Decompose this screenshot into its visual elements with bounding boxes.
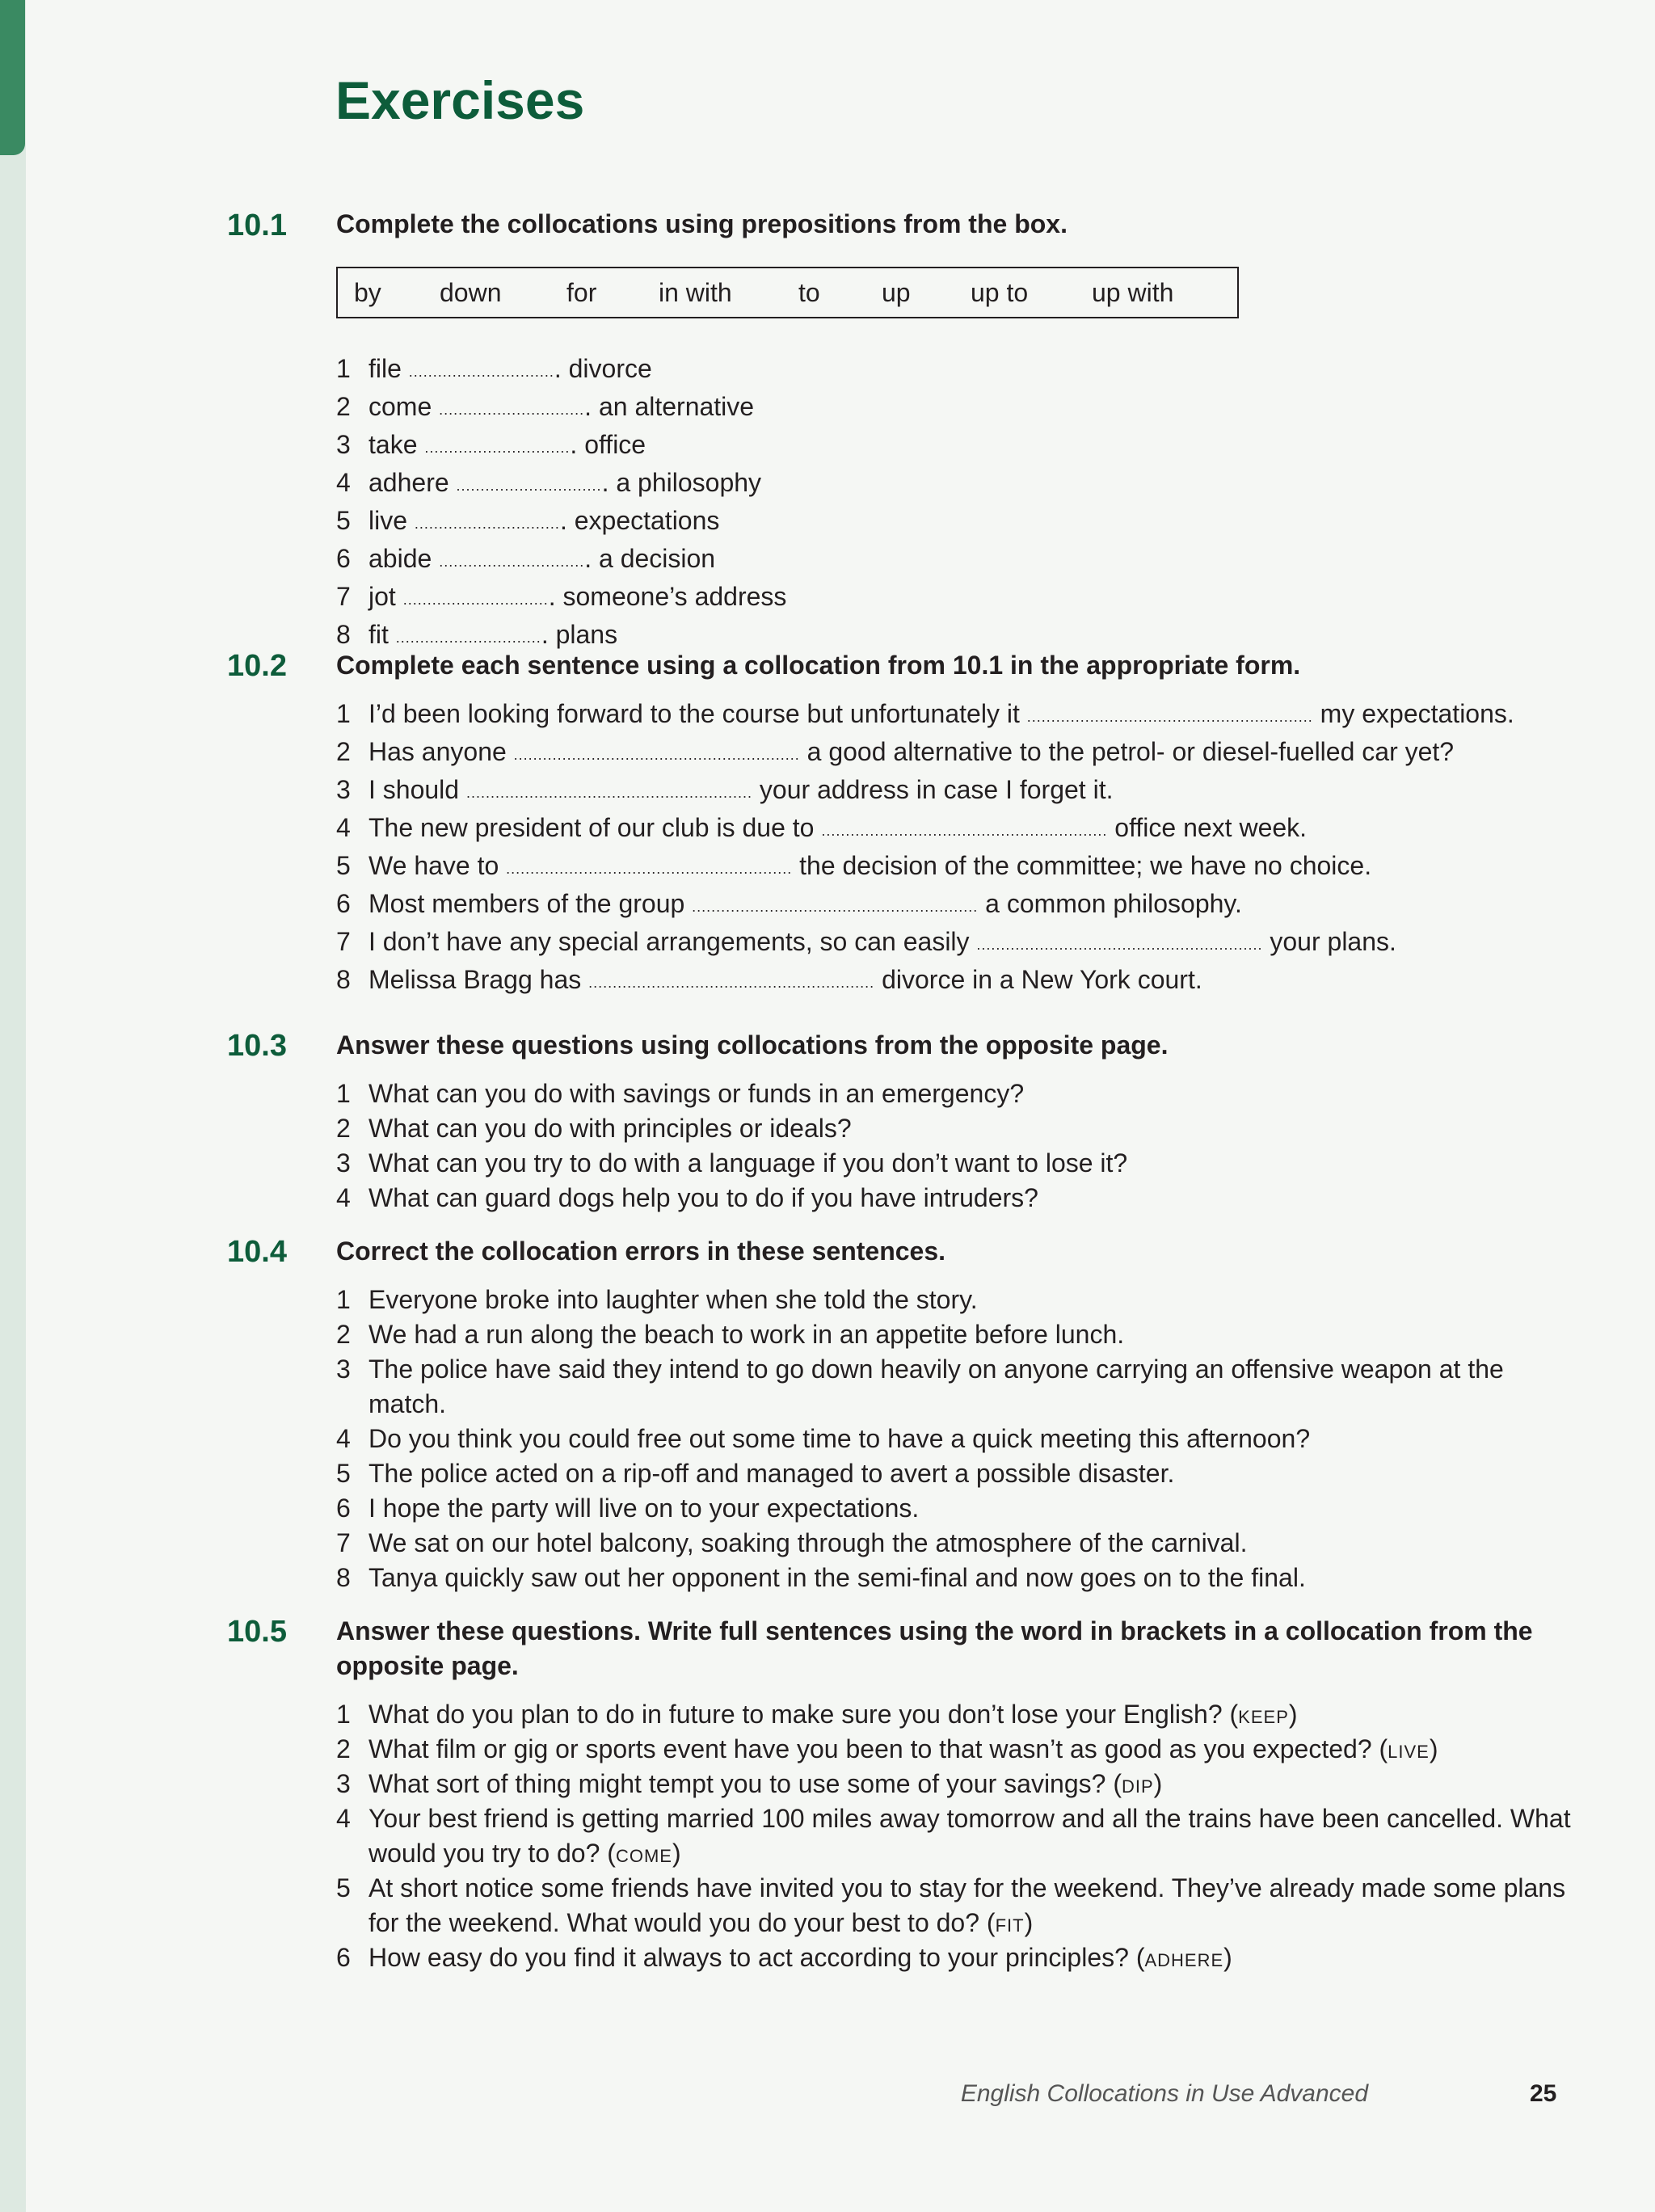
item-text: Everyone broke into laughter when she told the story. (368, 1285, 978, 1314)
answer-blank[interactable]: .............................. (439, 554, 585, 570)
item-number: 7 (336, 582, 351, 611)
item-text: We sat on our hotel balcony, soaking through the atmosphere of the carnival. (368, 1528, 1248, 1557)
section-tab (0, 0, 25, 155)
item-text: . expectations (559, 506, 720, 535)
answer-blank[interactable]: .............................. (456, 478, 602, 494)
item-text: come (368, 392, 432, 421)
box-word: to (798, 278, 820, 307)
exercise-item (336, 1317, 1581, 1352)
exercise-item: 6 How easy do you find it always to act according to your principles? (adhere) (336, 1940, 1581, 1975)
exercise-item (336, 466, 1581, 503)
item-text: What sort of thing might tempt you to use some of your savings? (368, 1769, 1106, 1798)
answer-blank[interactable]: .............................. (395, 630, 541, 646)
box-word: down (440, 278, 502, 307)
answer-blank[interactable]: ........................................................... (465, 785, 753, 801)
item-number: 3 (336, 1148, 351, 1178)
exercise-item (336, 1422, 1581, 1456)
item-number: 1 (336, 699, 351, 728)
item-text: We have to (368, 851, 499, 880)
item-number: 4 (336, 1804, 351, 1833)
item-number: 8 (336, 965, 351, 994)
exercise-number: 10.1 (227, 209, 287, 242)
exercise-number: 10.3 (227, 1029, 287, 1063)
exercise-items (336, 352, 1581, 655)
answer-blank[interactable]: ........................................................... (1026, 709, 1313, 725)
preposition-box (336, 267, 1239, 318)
box-word: up with (1092, 278, 1174, 307)
item-text: What film or gig or sports event have you been to that wasn’t as good as you expected? (368, 1734, 1372, 1763)
item-number: 3 (336, 1355, 351, 1384)
item-number: 2 (336, 1734, 351, 1763)
exercise-item (336, 1456, 1581, 1491)
exercise-items (336, 1077, 1581, 1216)
box-word: in with (659, 278, 732, 307)
exercise-item: 4 Your best friend is getting married 100 miles away tomorrow and all the trains have been cancelled. What would you try to do? (come) (336, 1801, 1581, 1871)
item-number: 8 (336, 1563, 351, 1592)
exercise-item (336, 390, 1581, 428)
item-number: 5 (336, 1873, 351, 1902)
item-text: fit (368, 620, 389, 649)
item-text: We had a run along the beach to work in an appetite before lunch. (368, 1320, 1125, 1349)
item-text: I don’t have any special arrangements, so can easily (368, 927, 970, 956)
exercise-items (336, 697, 1581, 1001)
item-number: 2 (336, 1320, 351, 1349)
exercise-item (336, 579, 1581, 617)
item-number: 6 (336, 889, 351, 918)
answer-blank[interactable]: .............................. (424, 440, 571, 456)
item-number: 4 (336, 1183, 351, 1212)
item-number: 5 (336, 1459, 351, 1488)
item-number: 6 (336, 1943, 351, 1972)
item-text: my expectations. (1312, 699, 1514, 728)
exercise-item: 5 At short notice some friends have invited you to stay for the weekend. They’ve already made some plans for the weekend. What would you do your best to do? (fit) (336, 1871, 1581, 1940)
item-text: At short notice some friends have invited you to stay for the weekend. They’ve already made some plans for the weekend. What would you do your best to do? (368, 1873, 1566, 1937)
answer-blank[interactable]: ........................................................... (513, 747, 800, 763)
bracket-word: dip (1121, 1769, 1154, 1798)
item-number: 4 (336, 468, 351, 497)
item-number: 2 (336, 392, 351, 421)
exercise-items (336, 1697, 1581, 1975)
exercise-item (336, 1283, 1581, 1317)
item-text: adhere (368, 468, 449, 497)
item-text: your address in case I forget it. (752, 775, 1114, 804)
exercise-items (336, 1283, 1581, 1595)
exercise-number: 10.2 (227, 649, 287, 683)
item-text: abide (368, 544, 432, 573)
item-text: a common philosophy. (978, 889, 1242, 918)
answer-blank[interactable]: .............................. (402, 592, 549, 608)
exercise-instruction: Complete each sentence using a collocation from 10.1 in the appropriate form. (336, 651, 1301, 680)
exercise-item (336, 1146, 1581, 1181)
bracket-word: live (1388, 1734, 1430, 1763)
item-number: 7 (336, 927, 351, 956)
item-number: 4 (336, 1424, 351, 1453)
item-text: What can you try to do with a language if you don’t want to lose it? (368, 1148, 1128, 1178)
exercise-item (336, 735, 1581, 773)
item-text: How easy do you find it always to act according to your principles? (368, 1943, 1129, 1972)
exercise-item (336, 1111, 1581, 1146)
exercise-item (336, 811, 1581, 849)
exercise-number: 10.4 (227, 1235, 287, 1269)
item-number: 1 (336, 1079, 351, 1108)
exercise-item (336, 773, 1581, 811)
item-text: divorce in a New York court. (874, 965, 1202, 994)
item-number: 8 (336, 620, 351, 649)
item-number: 4 (336, 813, 351, 842)
page-number: 25 (1530, 2080, 1557, 2107)
item-text: Has anyone (368, 737, 507, 766)
bracket-word: adhere (1144, 1943, 1224, 1972)
item-text: I should (368, 775, 460, 804)
item-text: What can you do with principles or ideals? (368, 1114, 852, 1143)
left-margin-strip (0, 0, 26, 2212)
exercise-item (336, 925, 1581, 963)
box-word: up (882, 278, 911, 307)
exercise-item: 1 What do you plan to do in future to make sure you don’t lose your English? (keep) (336, 1697, 1581, 1732)
answer-blank[interactable]: ........................................................... (821, 823, 1108, 839)
exercise-item: 2 What film or gig or sports event have you been to that wasn’t as good as you expected? (live) (336, 1732, 1581, 1767)
item-text: I hope the party will live on to your expectations. (368, 1494, 920, 1523)
answer-blank[interactable]: .............................. (439, 402, 585, 418)
item-text: . office (570, 430, 646, 459)
item-text: jot (368, 582, 396, 611)
item-number: 3 (336, 1769, 351, 1798)
item-number: 6 (336, 544, 351, 573)
exercise-item (336, 503, 1581, 541)
item-text: Most members of the group (368, 889, 685, 918)
item-text: Melissa Bragg has (368, 965, 582, 994)
item-text: office next week. (1107, 813, 1308, 842)
item-text: . an alternative (584, 392, 755, 421)
item-text: The police acted on a rip-off and managed to avert a possible disaster. (368, 1459, 1175, 1488)
item-text: What do you plan to do in future to make sure you don’t lose your English? (368, 1700, 1223, 1729)
exercise-instruction: Correct the collocation errors in these sentences. (336, 1237, 946, 1266)
item-text: The police have said they intend to go down heavily on anyone carrying an offensive weapon at the match. (368, 1355, 1504, 1418)
exercise-item (336, 1561, 1581, 1595)
exercise-instruction: Answer these questions using collocations from the opposite page. (336, 1030, 1169, 1060)
item-number: 5 (336, 851, 351, 880)
exercise-item (336, 849, 1581, 887)
exercise-item (336, 887, 1581, 925)
item-text: . divorce (554, 354, 652, 383)
item-text: Your best friend is getting married 100 miles away tomorrow and all the trains have been cancelled. What would you try to do? (368, 1804, 1571, 1868)
exercise-item (336, 1491, 1581, 1526)
item-text: What can you do with savings or funds in an emergency? (368, 1079, 1025, 1108)
exercise-item (336, 352, 1581, 390)
item-text: . plans (541, 620, 618, 649)
box-word: by (354, 278, 381, 307)
answer-blank[interactable]: .............................. (408, 364, 554, 380)
book-title: English Collocations in Use Advanced (960, 2080, 1368, 2107)
answer-blank[interactable]: ........................................................... (588, 975, 875, 991)
item-text: Tanya quickly saw out her opponent in the semi-final and now goes on to the final. (368, 1563, 1306, 1592)
item-text: I’d been looking forward to the course but unfortunately it (368, 699, 1020, 728)
item-text: the decision of the committee; we have no choice. (792, 851, 1372, 880)
item-text: What can guard dogs help you to do if you have intruders? (368, 1183, 1038, 1212)
exercise-item (336, 697, 1581, 735)
item-number: 1 (336, 1700, 351, 1729)
item-text: file (368, 354, 402, 383)
box-word: for (566, 278, 597, 307)
item-number: 6 (336, 1494, 351, 1523)
item-text: The new president of our club is due to (368, 813, 815, 842)
exercise-item (336, 963, 1581, 1001)
item-text: . a philosophy (601, 468, 762, 497)
answer-blank[interactable]: ........................................................... (976, 937, 1263, 953)
item-number: 7 (336, 1528, 351, 1557)
exercise-item (336, 1181, 1581, 1216)
item-number: 3 (336, 430, 351, 459)
box-word: up to (971, 278, 1029, 307)
exercise-instruction: Complete the collocations using prepositions from the box. (336, 209, 1068, 238)
exercise-instruction: Answer these questions. Write full sentences using the word in brackets in a collocation from the opposite page. (336, 1616, 1533, 1680)
exercise-item (336, 1077, 1581, 1111)
item-number: 1 (336, 1285, 351, 1314)
answer-blank[interactable]: .............................. (414, 516, 560, 532)
item-number: 3 (336, 775, 351, 804)
exercise-item: 3 What sort of thing might tempt you to use some of your savings? (dip) (336, 1767, 1581, 1801)
bracket-word: keep (1238, 1700, 1289, 1729)
item-number: 1 (336, 354, 351, 383)
answer-blank[interactable]: ........................................................... (506, 861, 793, 877)
page-title: Exercises (335, 70, 585, 130)
exercise-item (336, 1352, 1581, 1422)
exercise-item (336, 1526, 1581, 1561)
item-text: Do you think you could free out some time to have a quick meeting this afternoon? (368, 1424, 1311, 1453)
exercise-item (336, 541, 1581, 579)
item-number: 2 (336, 737, 351, 766)
answer-blank[interactable]: ........................................................... (692, 899, 979, 915)
item-number: 5 (336, 506, 351, 535)
item-text: live (368, 506, 408, 535)
item-text: . someone’s address (548, 582, 787, 611)
exercise-number: 10.5 (227, 1615, 287, 1649)
exercise-item (336, 428, 1581, 466)
bracket-word: fit (995, 1908, 1025, 1937)
bracket-word: come (615, 1839, 672, 1868)
item-number: 2 (336, 1114, 351, 1143)
item-text: a good alternative to the petrol- or diesel-fuelled car yet? (799, 737, 1455, 766)
item-text: your plans. (1262, 927, 1396, 956)
item-text: . a decision (584, 544, 716, 573)
item-text: take (368, 430, 418, 459)
